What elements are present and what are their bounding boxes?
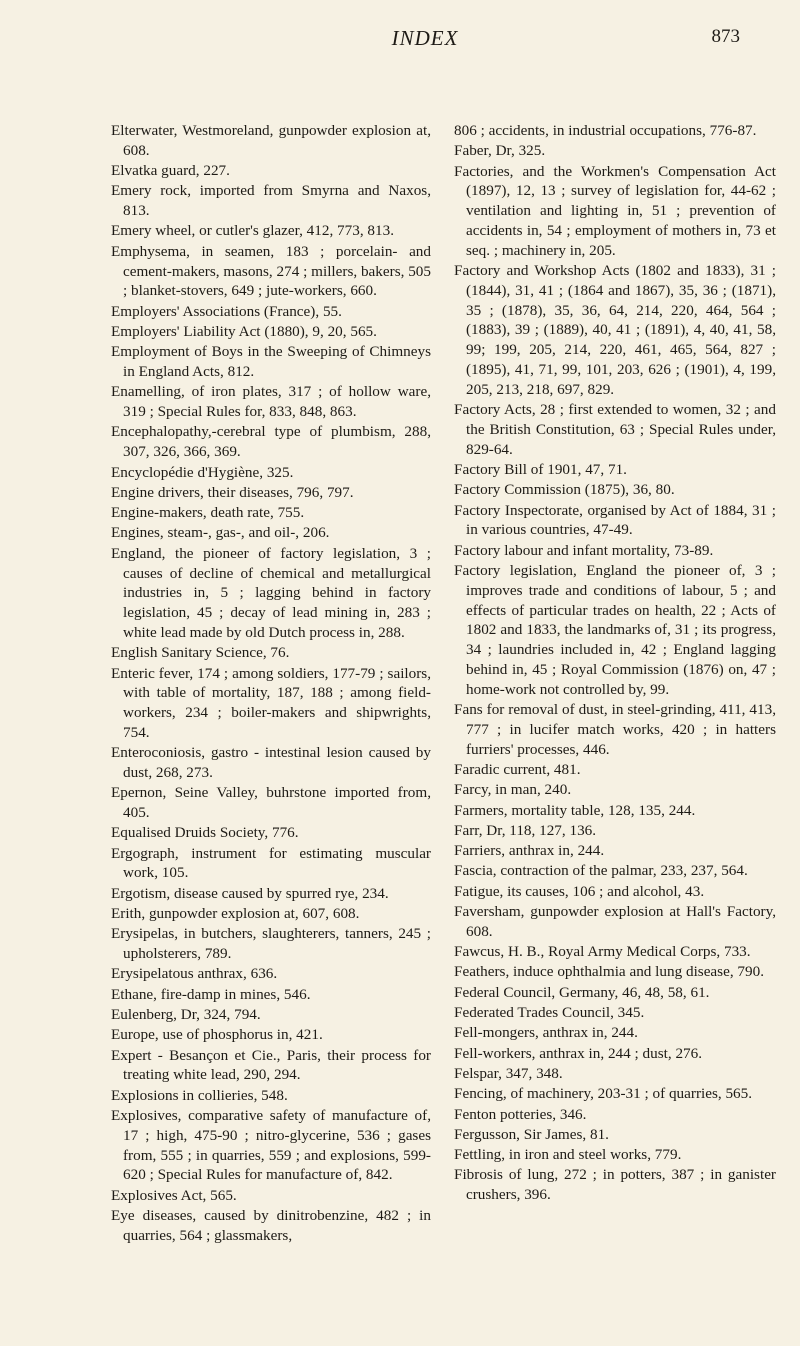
index-entry: Erith, gunpowder explosion at, 607, 608.: [111, 905, 360, 923]
index-entry: Factory and Workshop Acts (1802 and 1833), 31 ; (1844), 31, 41 ; (1864 and 1867), 35, 36 ; (1871), 35 ; (1878), 35, 36, 64, 214, 220, 464, 564 ; (1883), 39 ; (1889), 40, 41 ; (1891), 4, 40, 41, 58, 99; 199, 205, 214, 220, 461, 465, 564, 827 ; (1895), 41, 71, 99, 101, 203, 626 ; (1901), 4, 199, 205, 213, 218, 697, 829.: [454, 262, 776, 398]
index-entry: Equalised Druids Society, 776.: [111, 824, 299, 842]
index-entry: Fell-workers, anthrax in, 244 ; dust, 276.: [454, 1044, 703, 1062]
index-entry: Farriers, anthrax in, 244.: [454, 842, 605, 860]
index-entry: 806 ; accidents, in industrial occupations, 776-87.: [454, 122, 757, 139]
index-entry: Encyclopédie d'Hygiène, 325.: [111, 463, 294, 481]
index-entry: Fatigue, its causes, 106 ; and alcohol, 43.: [454, 882, 705, 900]
page-number: 873: [711, 26, 740, 47]
index-entry: Faber, Dr, 325.: [454, 142, 546, 160]
index-entry: Engine drivers, their diseases, 796, 797.: [111, 483, 354, 501]
index-entry: England, the pioneer of factory legislation, 3 ; causes of decline of chemical and metallurgical industries in, 5 ; lagging behind in factory legislation, 45 ; decay of lead mining in, 283 ; white lead made by old Dutch process in, 288.: [111, 544, 431, 641]
index-entry: Engines, steam-, gas-, and oil-, 206.: [111, 524, 330, 542]
running-head: [110, 20, 740, 60]
index-column-right: [454, 121, 776, 1206]
index-entry: Faversham, gunpowder explosion at Hall's Factory, 608.: [454, 903, 776, 940]
index-entry: Ergotism, disease caused by spurred rye, 234.: [111, 884, 389, 902]
index-entry: Fergusson, Sir James, 81.: [454, 1125, 609, 1143]
page-title: INDEX: [391, 26, 459, 50]
index-entry: Emery wheel, or cutler's glazer, 412, 773, 813.: [111, 222, 395, 240]
index-entry: Europe, use of phosphorus in, 421.: [111, 1026, 323, 1044]
index-entry: Ethane, fire-damp in mines, 546.: [111, 985, 311, 1003]
index-entry: Factory Commission (1875), 36, 80.: [454, 481, 675, 499]
index-entry: Employers' Associations (France), 55.: [111, 302, 342, 320]
index-entry: Epernon, Seine Valley, buhrstone imported from, 405.: [111, 784, 431, 822]
index-entry: Erysipelatous anthrax, 636.: [111, 965, 278, 983]
index-entry: Employment of Boys in the Sweeping of Chimneys in England Acts, 812.: [111, 343, 431, 381]
index-entry: Factory Inspectorate, organised by Act of 1884, 31 ; in various countries, 47-49.: [454, 501, 776, 539]
index-entry: Explosions in collieries, 548.: [111, 1086, 288, 1104]
index-entry: Explosives, comparative safety of manufacture of, 17 ; high, 475-90 ; nitro-glycerine, 536 ; gases from, 555 ; in quarries, 559 ; and explosions, 599-620 ; Special Rules for manufacture of, 842.: [111, 1107, 431, 1184]
index-entry: Federated Trades Council, 345.: [454, 1004, 645, 1022]
index-entry: Factory Bill of 1901, 47, 71.: [454, 461, 627, 479]
index-entry: Fans for removal of dust, in steel-grinding, 411, 413, 777 ; in lucifer match works, 420 ; in hatters furriers' processes, 446.: [454, 701, 776, 758]
index-entry: Encephalopathy,-cerebral type of plumbism, 288, 307, 326, 366, 369.: [111, 423, 431, 461]
index-entry: Emphysema, in seamen, 183 ; porcelain- and cement-makers, masons, 274 ; millers, bakers, 505 ; blanket-stovers, 649 ; jute-workers, 660.: [111, 242, 431, 300]
index-entry: Factory legislation, England the pioneer of, 3 ; improves trade and conditions of labour, 5 ; and effects of particular trades on health, 22 ; Acts of 1802 and 1833, the landmarks of, 31 ; its progress, 34 ; laundries included in, 42 ; England lagging behind in, 45 ; Royal Commission (1876) on, 47 ; home-work not controlled by, 99.: [454, 562, 776, 698]
index-entry: Factory Acts, 28 ; first extended to women, 32 ; and the British Constitution, 63 ; Special Rules under, 829-64.: [454, 401, 776, 458]
index-entry: Farmers, mortality table, 128, 135, 244.: [454, 801, 696, 819]
index-entry: Felspar, 347, 348.: [454, 1064, 563, 1082]
index-entry: Faradic current, 481.: [454, 761, 581, 778]
index-entry: Ergograph, instrument for estimating muscular work, 105.: [111, 844, 431, 882]
index-entry: Fencing, of machinery, 203-31 ; of quarries, 565.: [454, 1085, 753, 1103]
index-entry: Emery rock, imported from Smyrna and Naxos, 813.: [111, 182, 431, 220]
index-entry: Feathers, induce ophthalmia and lung disease, 790.: [454, 963, 765, 981]
index-entry: Elvatka guard, 227.: [111, 162, 230, 180]
index-entry: Enteroconiosis, gastro - intestinal lesion caused by dust, 268, 273.: [111, 744, 431, 781]
index-entry: Elterwater, Westmoreland, gunpowder explosion at, 608.: [111, 122, 431, 159]
index-entry: Enamelling, of iron plates, 317 ; of hollow ware, 319 ; Special Rules for, 833, 848, 863.: [111, 383, 431, 421]
index-entry: Eulenberg, Dr, 324, 794.: [111, 1006, 261, 1024]
index-entry: Employers' Liability Act (1880), 9, 20, 565.: [111, 322, 377, 340]
index-entry: English Sanitary Science, 76.: [111, 644, 290, 662]
index-entry: Eye diseases, caused by dinitrobenzine, 482 ; in quarries, 564 ; glassmakers,: [111, 1207, 431, 1244]
index-entry: Expert - Besançon et Cie., Paris, their process for treating white lead, 290, 294.: [111, 1046, 431, 1084]
index-entry: Enteric fever, 174 ; among soldiers, 177-79 ; sailors, with table of mortality, 187, 188 ; among field-workers, 234 ; boiler-makers and shipwrights, 754.: [111, 664, 431, 741]
index-entry: Erysipelas, in butchers, slaughterers, tanners, 245 ; upholsterers, 789.: [111, 925, 431, 963]
index-entry: Engine-makers, death rate, 755.: [111, 504, 305, 522]
index-entry: Fenton potteries, 346.: [454, 1105, 587, 1123]
index-entry: Farr, Dr, 118, 127, 136.: [454, 821, 597, 839]
index-entry: Farcy, in man, 240.: [454, 781, 572, 799]
index-entry: Fascia, contraction of the palmar, 233, 237, 564.: [454, 862, 748, 880]
index-entry: Fell-mongers, anthrax in, 244.: [454, 1024, 638, 1042]
index-entry: Factories, and the Workmen's Compensation Act (1897), 12, 13 ; survey of legislation for, 44-62 ; ventilation and lighting in, 51 ; prevention of accidents in, 54 ; employment of mothers in, 73 et seq. ; machinery in, 205.: [454, 162, 776, 259]
index-entry: Fibrosis of lung, 272 ; in potters, 387 ; in ganister crushers, 396.: [454, 1166, 776, 1204]
index-column-left: [111, 121, 431, 1246]
index-entry: Fettling, in iron and steel works, 779.: [454, 1146, 682, 1164]
index-entry: Federal Council, Germany, 46, 48, 58, 61.: [454, 983, 710, 1001]
index-entry: Fawcus, H. B., Royal Army Medical Corps, 733.: [454, 943, 751, 961]
index-entry: Explosives Act, 565.: [111, 1186, 237, 1204]
index-entry: Factory labour and infant mortality, 73-89.: [454, 541, 714, 559]
